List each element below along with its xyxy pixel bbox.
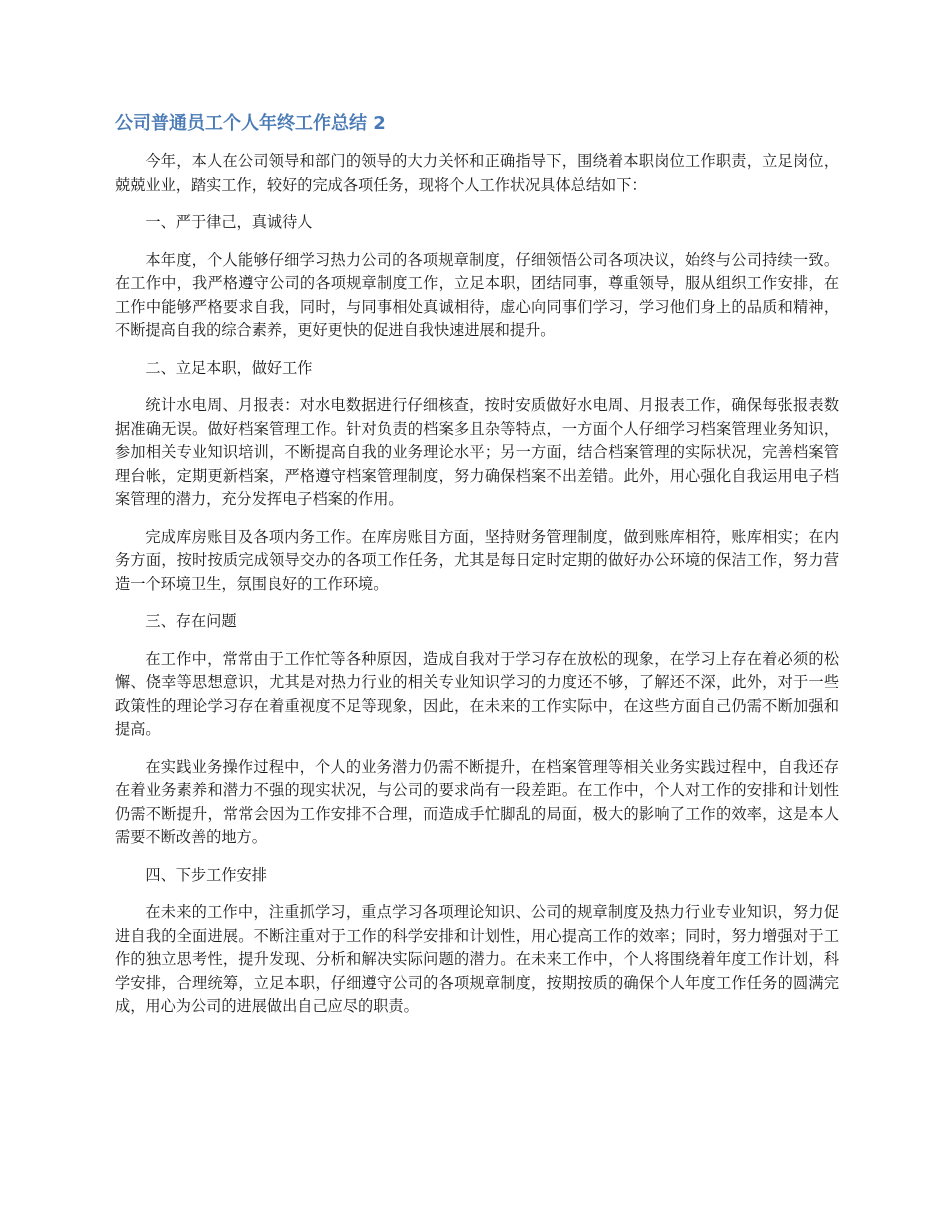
- section-2-paragraph-2: 完成库房账目及各项内务工作。在库房账目方面，坚持财务管理制度，做到账库相符，账库相实；在内务方面，按时按质完成领导交办的各项工作任务，尤其是每日定时定期的做好办公环境的保洁工作，努力营造一个环境卫生，氛围良好的工作环境。: [115, 527, 839, 593]
- section-4-paragraph: 在未来的工作中，注重抓学习，重点学习各项理论知识、公司的规章制度及热力行业专业知识，努力促进自我的全面进展。不断注重对于工作的科学安排和计划性，用心提高工作的效率；同时，努力增强对于工作的独立思考性，提升发现、分析和解决实际问题的潜力。在未来工作中，个人将围绕着年度工作计划，科学安排，合理统筹，立足本职，仔细遵守公司的各项规章制度，按期按质的确保个人年度工作任务的圆满完成，用心为公司的进展做出自己应尽的职责。: [115, 903, 839, 1015]
- section-1-paragraph: 本年度，个人能够仔细学习热力公司的各项规章制度，仔细领悟公司各项决议，始终与公司持续一致。在工作中，我严格遵守公司的各项规章制度工作，立足本职，团结同事，尊重领导，服从组织工作安排，在工作中能够严格要求自我，同时，与同事相处真诚相待，虚心向同事们学习，学习他们身上的品质和精神，不断提高自我的综合素养，更好更快的促进自我快速进展和提升。: [115, 250, 839, 339]
- section-heading-3: 三、存在问题: [145, 612, 237, 630]
- section-heading-2: 二、立足本职，做好工作: [145, 358, 313, 377]
- section-heading-4: 四、下步工作安排: [145, 865, 267, 884]
- section-3-paragraph-1: 在工作中，常常由于工作忙等各种原因，造成自我对于学习存在放松的现象，在学习上存在着必须的松懈、侥幸等思想意识，尤其是对热力行业的相关专业知识学习的力度还不够，了解还不深，此外，对于一些政策性的理论学习存在着重视度不足等现象，因此，在未来的工作实际中，在这些方面自己仍需不断加强和提高。: [115, 649, 839, 738]
- section-3-paragraph-2: 在实践业务操作过程中，个人的业务潜力仍需不断提升，在档案管理等相关业务实践过程中，自我还存在着业务素养和潜力不强的现实状况，与公司的要求尚有一段差距。在工作中，个人对工作的安排和计划性仍需不断提升，常常会因为工作安排不合理，而造成手忙脚乱的局面，极大的影响了工作的效率，这是本人需要不断改善的地方。: [115, 757, 839, 846]
- page-title: 公司普通员工个人年终工作总结 2: [115, 113, 386, 134]
- document-page: [115, 112, 839, 1033]
- intro-paragraph: 今年，本人在公司领导和部门的领导的大力关怀和正确指导下，围绕着本职岗位工作职责，立足岗位，兢兢业业，踏实工作，较好的完成各项任务，现将个人工作状况具体总结如下：: [115, 152, 839, 194]
- section-2-paragraph-1: 统计水电周、月报表：对水电数据进行仔细核查，按时安质做好水电周、月报表工作，确保每张报表数据准确无误。做好档案管理工作。针对负责的档案多且杂等特点，一方面个人仔细学习档案管理业务知识，参加相关专业知识培训，不断提高自我的业务理论水平；另一方面，结合档案管理的实际状况，完善档案管理台帐，定期更新档案，严格遵守档案管理制度，努力确保档案不出差错。此外，用心强化自我运用电子档案管理的潜力，充分发挥电子档案的作用。: [115, 396, 839, 508]
- section-heading-1: 一、严于律己，真诚待人: [145, 213, 313, 231]
